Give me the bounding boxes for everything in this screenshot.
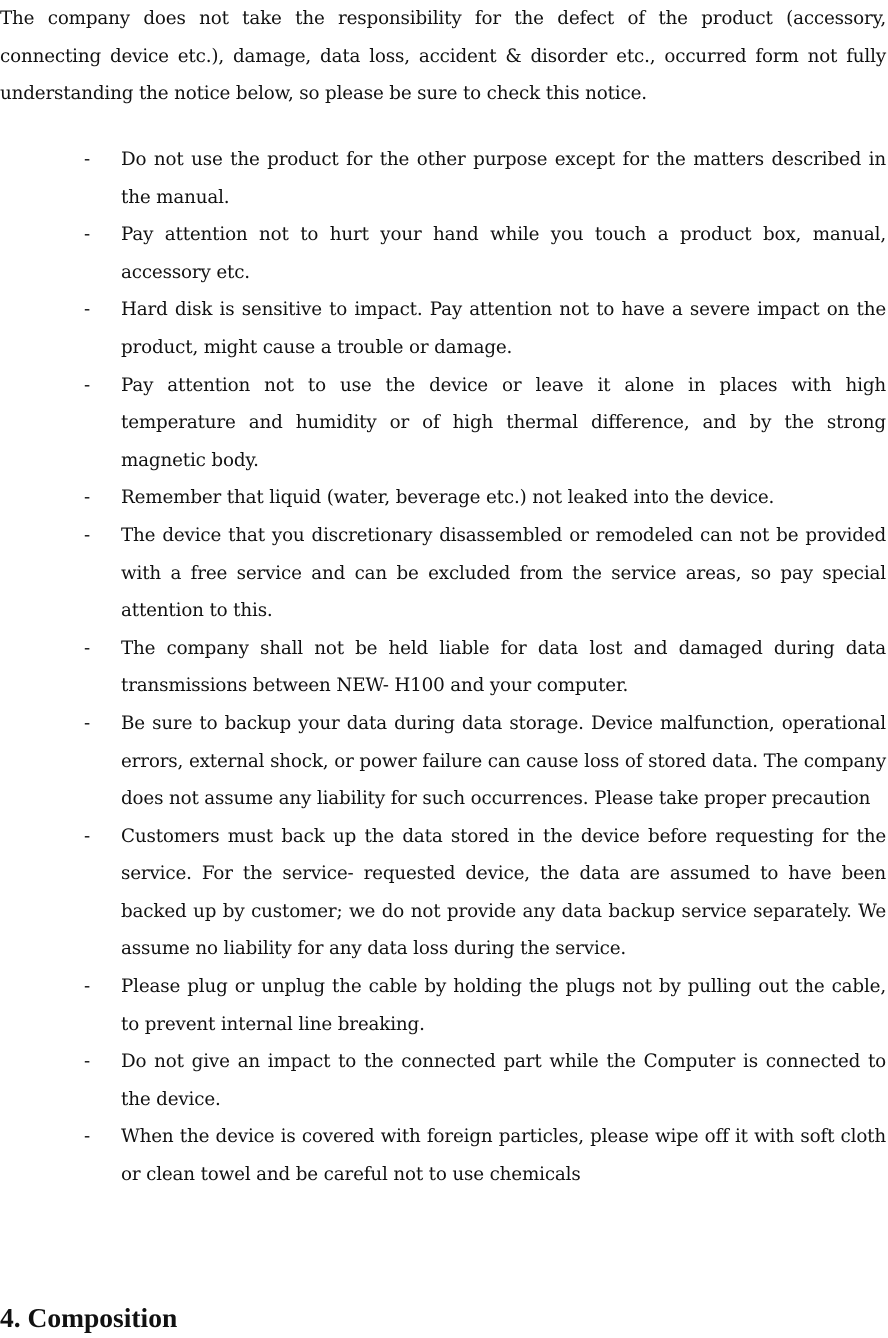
notice-text: Hard disk is sensitive to impact. Pay attention not to have a severe impact on the product, might cause a trouble or damage. bbox=[121, 299, 886, 358]
notice-text: Do not give an impact to the connected part while the Computer is connected to the device. bbox=[121, 1051, 886, 1110]
list-item bbox=[0, 1043, 886, 1118]
bullet-dash: - bbox=[84, 374, 91, 396]
notice-text: Be sure to backup your data during data storage. Device malfunction, operational errors, external shock, or power failure can cause loss of stored data. The company does not assume any liability for such occurrences. Please take proper precaution bbox=[121, 712, 886, 810]
bullet-dash: - bbox=[84, 1126, 91, 1148]
bullet-dash: - bbox=[84, 976, 91, 998]
list-item bbox=[0, 291, 886, 366]
bullet-dash: - bbox=[84, 524, 91, 546]
notice-text: Pay attention not to use the device or leave it alone in places with high temperature and humidity or of high thermal difference, and by the strong magnetic body. bbox=[121, 374, 886, 471]
list-item bbox=[0, 479, 886, 517]
bullet-dash: - bbox=[84, 712, 91, 734]
list-item bbox=[0, 367, 886, 480]
bullet-dash: - bbox=[84, 1051, 91, 1073]
list-item bbox=[0, 1118, 886, 1193]
notice-text: The company shall not be held liable for data lost and damaged during data transmissions between NEW- H100 and your computer. bbox=[121, 637, 886, 697]
notice-text: The device that you discretionary disassembled or remodeled can not be provided with a free service and can be excluded from the service areas, so pay special attention to this. bbox=[121, 524, 886, 622]
list-item bbox=[0, 705, 886, 818]
list-item bbox=[0, 216, 886, 291]
intro-paragraph: The company does not take the responsibility for the defect of the product (accessory, connecting device etc.), damage, data loss, accident & disorder etc., occurred form not fully understanding the notice below, so please be sure to check this notice. bbox=[0, 8, 886, 105]
section-heading: 4. Composition bbox=[0, 1302, 178, 1333]
bullet-dash: - bbox=[84, 825, 91, 847]
bullet-dash: - bbox=[84, 637, 91, 659]
bullet-dash: - bbox=[84, 299, 91, 321]
notice-list bbox=[0, 141, 886, 1194]
notice-text: Pay attention not to hurt your hand while you touch a product box, manual, accessory etc. bbox=[121, 224, 886, 283]
notice-text: Customers must back up the data stored in the device before requesting for the service. For the service- requested device, the data are assumed to have been backed up by customer; we do not provide any data backup service separately. We assume no liability for any data loss during the service. bbox=[121, 825, 886, 960]
list-item bbox=[0, 141, 886, 216]
notice-text: Do not use the product for the other purpose except for the matters described in the manual. bbox=[121, 149, 886, 208]
notice-text: When the device is covered with foreign particles, please wipe off it with soft cloth or clean towel and be careful not to use chemicals bbox=[121, 1126, 886, 1186]
bullet-dash: - bbox=[84, 487, 91, 509]
bullet-dash: - bbox=[84, 224, 91, 246]
list-item bbox=[0, 517, 886, 630]
list-item bbox=[0, 818, 886, 968]
notice-text: Remember that liquid (water, beverage etc.) not leaked into the device. bbox=[121, 487, 775, 509]
list-item bbox=[0, 630, 886, 705]
bullet-dash: - bbox=[84, 149, 91, 170]
list-item bbox=[0, 968, 886, 1043]
notice-text: Please plug or unplug the cable by holding the plugs not by pulling out the cable, to prevent internal line breaking. bbox=[121, 976, 886, 1035]
